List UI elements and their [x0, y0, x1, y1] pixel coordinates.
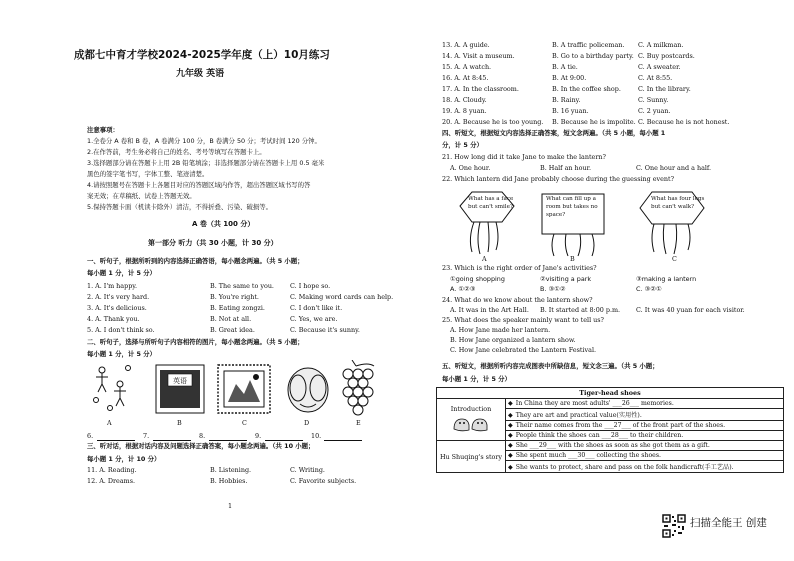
q17-option-b: B. In the coffee shop.: [552, 85, 621, 93]
picture-b-book-icon: [156, 365, 204, 413]
intro-row-text: In China they are most adults' ___26___ memories.: [515, 400, 674, 407]
lantern-c-riddle-line: What has four legs: [651, 196, 705, 202]
q23-option-c: C. ③②①: [636, 285, 662, 293]
q23-option-b: B. ③①②: [540, 285, 566, 293]
question-16: 16. A. At 8:45.: [442, 74, 489, 82]
section2-heading: 二、听句子，选择与所听句子内容相符的图片，每小题念两遍。（共 5 小题；: [87, 338, 304, 346]
q18-option-c: C. Sunny.: [638, 96, 669, 104]
table-row: [506, 409, 784, 421]
q2-option-b: B. You're right.: [210, 293, 259, 301]
question-11: 11. A. Reading.: [87, 466, 137, 474]
q5-option-c: C. Because it's sunny.: [290, 326, 360, 334]
diamond-bullet-icon: ◆: [508, 464, 513, 471]
section5-score: 每小题 1 分，计 5 分）: [442, 375, 511, 383]
q25-option-b: B. How Jane organized a lantern show.: [450, 336, 576, 344]
q20-option-b: B. Because he is impolite.: [552, 118, 636, 126]
notice-line: 1.全卷分 A 卷和 B 卷，A 卷满分 100 分，B 卷满分 50 分；考试时间 120 分钟。: [87, 137, 321, 145]
q12-option-c: C. Favorite subjects.: [290, 477, 357, 485]
answer-blank-8[interactable]: 8.: [199, 432, 206, 440]
story-row-text: She spent much ___30___ collecting the shoes.: [515, 452, 661, 459]
notice-line: 2.在作答前，考生务必将自己的姓名、考号等填写在答题卡上。: [87, 148, 266, 156]
question-13: 13. A. A guide.: [442, 41, 490, 49]
intro-row-text: Their name comes from the ___27___ of the front part of the shoes.: [515, 422, 726, 429]
picture-label: B: [177, 419, 182, 427]
notice-line: 3.选择题部分请在答题卡上用 2B 铅笔填涂；非选择题部分请在答题卡上用 0.5 毫米: [87, 159, 325, 167]
question-19: 19. A. 8 yuan.: [442, 107, 487, 115]
q12-option-b: B. Hobbies.: [210, 477, 248, 485]
q17-option-c: C. In the library.: [638, 85, 691, 93]
section1-heading: 一、听句子，根据所听到的内容选择正确答语，每小题念两遍。（共 5 小题；: [87, 257, 304, 265]
question-15: 15. A. A watch.: [442, 63, 492, 71]
question-17: 17. A. In the classroom.: [442, 85, 519, 93]
lantern-b-riddle-line: room but takes no: [546, 204, 598, 210]
notice-line: 案无效；在草稿纸、试卷上答题无效。: [87, 192, 196, 200]
answer-line: [153, 440, 191, 441]
lantern-b-riddle-line: What can fill up a: [546, 196, 596, 202]
table-row: [506, 441, 784, 451]
story-row-text: She ___29___ with the shoes as soon as she got them as a gift.: [515, 442, 710, 449]
q3-option-c: C. I don't like it.: [290, 304, 343, 312]
intro-label: Introduction: [450, 404, 492, 413]
question-20: 20. A. Because he is too young.: [442, 118, 544, 126]
q1-option-c: C. I hope so.: [290, 282, 331, 290]
lantern-a-riddle-line: What has a face: [468, 196, 514, 202]
q3-option-b: B. Eating zongzi.: [210, 304, 265, 312]
question-22: 22. Which lantern did Jane probably choose during the guessing event?: [442, 175, 675, 183]
q2-option-c: C. Making word cards can help.: [290, 293, 394, 301]
intro-row-text: They are art and practical value(实用性).: [515, 412, 642, 419]
question-18: 18. A. Cloudy.: [442, 96, 487, 104]
q4-option-c: C. Yes, we are.: [290, 315, 338, 323]
intro-cell: [437, 399, 506, 441]
question-23: 23. Which is the right order of Jane's activities?: [442, 264, 597, 272]
q14-option-b: B. Go to a birthday party.: [552, 52, 634, 60]
q21-option-a: A. One hour.: [450, 164, 491, 172]
qr-code-icon: [662, 514, 686, 538]
q15-option-c: C. A sweater.: [638, 63, 681, 71]
diamond-bullet-icon: ◆: [508, 400, 513, 407]
q25-option-c: C. How Jane celebrated the Lantern Festival.: [450, 346, 597, 354]
q24-option-c: C. It was 40 yuan for each visitor.: [636, 306, 745, 314]
picture-label: D: [304, 419, 310, 427]
section2-score: 每小题 1 分，计 5 分）: [87, 350, 156, 358]
lantern-c-riddle-line: but can't walk?: [651, 204, 695, 210]
diamond-bullet-icon: ◆: [508, 432, 513, 439]
exam-title: 成都七中育才学校2024-2025学年度（上）10月练习: [74, 49, 330, 61]
page-number: 1: [228, 502, 233, 510]
notice-heading: 注意事项：: [87, 126, 119, 134]
answer-line: [324, 440, 362, 441]
tiger-shoes-icon: [451, 415, 491, 433]
answer-blank-6[interactable]: 6.: [87, 432, 94, 440]
q21-option-b: B. Half an hour.: [540, 164, 592, 172]
answer-blank-9[interactable]: 9.: [255, 432, 262, 440]
answer-line: [97, 440, 135, 441]
picture-label: C: [242, 419, 247, 427]
q1-option-b: B. The same to you.: [210, 282, 274, 290]
section4-heading: 四、听短文，根据短文内容选择正确答案，短文念两遍。（共 5 小题，每小题 1: [442, 129, 666, 137]
q23-option-a: A. ①②③: [450, 285, 476, 293]
exam-subject: 九年级 英语: [176, 69, 225, 79]
q13-option-b: B. A traffic policeman.: [552, 41, 625, 49]
lantern-label: C: [672, 255, 677, 263]
answer-line: [265, 440, 303, 441]
question-24: 24. What do we know about the lantern show?: [442, 296, 593, 304]
scanner-watermark: 扫描全能王 创建: [690, 517, 767, 529]
q21-option-c: C. One hour and a half.: [636, 164, 712, 172]
q13-option-c: C. A milkman.: [638, 41, 684, 49]
table-row: [506, 421, 784, 431]
section5-heading: 五、听短文，根据所听内容完成图表中所缺信息，短文念三遍。（共 5 小题；: [442, 362, 659, 370]
q19-option-b: B. 16 yuan.: [552, 107, 589, 115]
diamond-bullet-icon: ◆: [508, 422, 513, 429]
q11-option-c: C. Writing.: [290, 466, 325, 474]
q23-item: ①going shopping: [450, 275, 505, 283]
q19-option-c: C. 2 yuan.: [638, 107, 671, 115]
picture-label: E: [356, 419, 361, 427]
table-row: [506, 431, 784, 441]
q11-option-b: B. Listening.: [210, 466, 252, 474]
section3-heading: 三、听对话，根据对话内容及问题选择正确答案，每小题念两遍。（共 10 小题；: [87, 442, 315, 450]
diamond-bullet-icon: ◆: [508, 452, 513, 459]
notice-line: 4.请按照题号在答题卡上各题目对应的答题区域内作答，超出答题区域书写的答: [87, 181, 311, 189]
picture-e-grapes-icon: [343, 360, 374, 415]
picture-row: [86, 360, 386, 418]
table-row: [506, 399, 784, 409]
q4-option-b: B. Not at all.: [210, 315, 252, 323]
answer-line: [209, 440, 247, 441]
table-title: Tiger-head shoes: [437, 388, 784, 399]
notice-line: 5.保持答题卡面（机读卡除外）清洁，不得折叠、污染、破损等。: [87, 203, 273, 211]
tiger-shoes-table: [436, 387, 784, 473]
picture-label: A: [107, 419, 112, 427]
answer-blank-10[interactable]: 10.: [311, 432, 322, 440]
question-5: 5. A. I don't think so.: [87, 326, 155, 334]
part1-heading: 第一部分 听力（共 30 小题，计 30 分）: [148, 239, 278, 247]
table-row: [506, 451, 784, 461]
question-1: 1. A. I'm happy.: [87, 282, 138, 290]
lantern-label: B: [570, 255, 575, 263]
answer-blank-7[interactable]: 7.: [143, 432, 150, 440]
q14-option-c: C. Buy postcards.: [638, 52, 695, 60]
picture-c-stamp-icon: [218, 365, 270, 413]
question-21: 21. How long did it take Jane to make the lantern?: [442, 153, 606, 161]
q24-option-a: A. It was in the Art Hall.: [450, 306, 529, 314]
question-3: 3. A. It's delicious.: [87, 304, 147, 312]
question-2: 2. A. It's very hard.: [87, 293, 150, 301]
section1-score: 每小题 1 分，计 5 分）: [87, 269, 156, 277]
story-label: Hu Shuqing's story: [437, 441, 506, 473]
lantern-label: A: [482, 255, 487, 263]
book-cover-text: 英语: [173, 377, 187, 385]
question-25: 25. What does the speaker mainly want to tell us?: [442, 316, 604, 324]
lantern-b-riddle-line: space?: [546, 212, 566, 218]
question-12: 12. A. Dreams.: [87, 477, 136, 485]
diamond-bullet-icon: ◆: [508, 412, 513, 419]
paper-a-heading: A 卷（共 100 分）: [192, 220, 255, 228]
q15-option-b: B. A tie.: [552, 63, 578, 71]
lantern-a-riddle-line: but can't smile?: [468, 204, 513, 210]
q23-item: ③making a lantern: [636, 275, 697, 283]
intro-row-text: People think the shoes can ___28___ to their children.: [515, 432, 684, 439]
diamond-bullet-icon: ◆: [508, 442, 513, 449]
picture-d-mooncake-icon: [288, 368, 328, 412]
story-row-text: She wants to protect, share and pass on the folk handicraft(手工艺品).: [515, 464, 734, 471]
notice-line: 黑色的签字笔书写，字体工整、笔迹清楚。: [87, 170, 209, 178]
q18-option-b: B. Rainy.: [552, 96, 581, 104]
q16-option-b: B. At 9:00.: [552, 74, 587, 82]
question-14: 14. A. Visit a museum.: [442, 52, 515, 60]
section4-score: 分，计 5 分）: [442, 141, 483, 149]
q23-item: ②visiting a park: [540, 275, 592, 283]
q24-option-b: B. It started at 8:00 p.m.: [540, 306, 621, 314]
q25-option-a: A. How Jane made her lantern.: [450, 326, 551, 334]
section3-score: 每小题 1 分，计 10 分）: [87, 455, 161, 463]
q20-option-c: C. Because he is not honest.: [638, 118, 730, 126]
q5-option-b: B. Great idea.: [210, 326, 255, 334]
question-4: 4. A. Thank you.: [87, 315, 140, 323]
table-row: [506, 461, 784, 473]
q16-option-c: C. At 8:55.: [638, 74, 673, 82]
picture-a-people-icon: [94, 366, 131, 411]
